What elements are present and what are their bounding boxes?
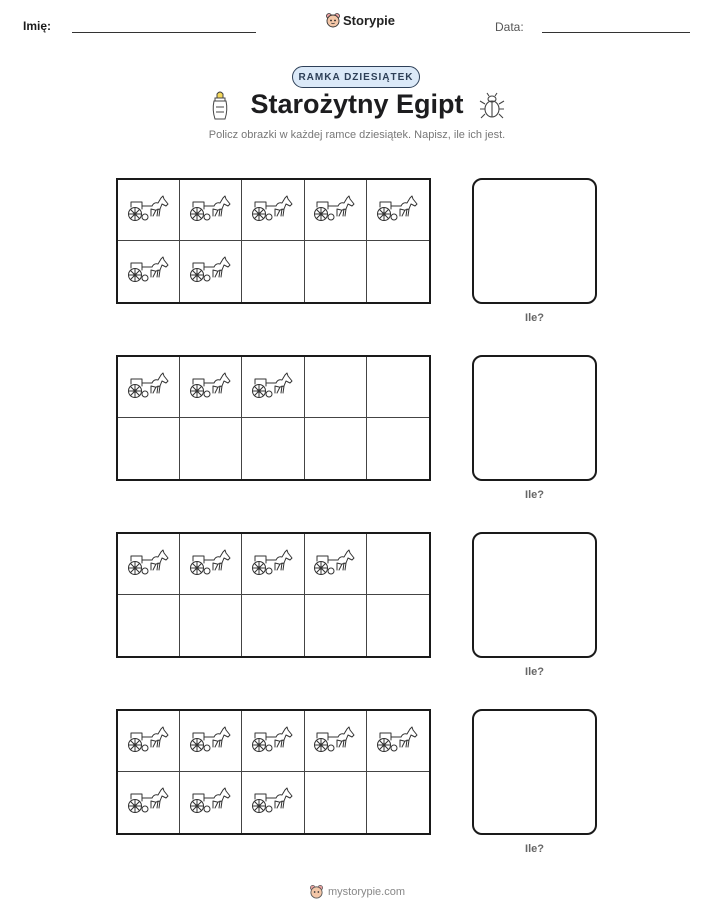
answer-prompt-2: Ile? (525, 489, 544, 501)
date-label: Data: (495, 20, 524, 34)
ten-frame-cell (367, 595, 429, 656)
date-field[interactable] (542, 32, 690, 33)
scarab-beetle-icon (478, 92, 506, 120)
ten-frame-cell (180, 418, 242, 479)
ten-frame-cell (118, 357, 180, 418)
ten-frame-cell (305, 180, 367, 241)
ten-frame-3 (116, 532, 431, 658)
ten-frame-cell (180, 772, 242, 833)
answer-box-1[interactable] (472, 178, 597, 304)
ten-frame-cell (180, 357, 242, 418)
ten-frame-cell (367, 357, 429, 418)
ten-frame-cell (305, 711, 367, 772)
ten-frame-cell (118, 595, 180, 656)
ten-frame-cell (242, 534, 304, 595)
page-title: Starożytny Egipt (250, 89, 464, 119)
ten-frame-cell (180, 241, 242, 302)
horse-carriage-icon (127, 547, 171, 582)
ten-frame-cell (242, 241, 304, 302)
ten-frame-1 (116, 178, 431, 304)
horse-carriage-icon (376, 193, 420, 228)
instructions: Policz obrazki w każdej ramce dziesiątek. Napisz, ile ich jest. (208, 129, 506, 141)
ten-frame-cell (367, 180, 429, 241)
ten-frame-cell (180, 711, 242, 772)
worksheet-type-badge: RAMKA DZIESIĄTEK (292, 66, 420, 88)
horse-carriage-icon (127, 724, 171, 759)
horse-carriage-icon (251, 547, 295, 582)
horse-carriage-icon (127, 785, 171, 820)
ten-frame-cell (367, 711, 429, 772)
horse-carriage-icon (127, 370, 171, 405)
ten-frame-cell (242, 711, 304, 772)
answer-prompt-1: Ile? (525, 312, 544, 324)
horse-carriage-icon (189, 547, 233, 582)
ten-frame-cell (118, 711, 180, 772)
ten-frame-cell (242, 418, 304, 479)
ten-frame-cell (367, 241, 429, 302)
ten-frame-cell (305, 241, 367, 302)
horse-carriage-icon (251, 785, 295, 820)
ten-frame-cell (242, 595, 304, 656)
ten-frame-2 (116, 355, 431, 481)
horse-carriage-icon (313, 193, 357, 228)
ten-frame-cell (305, 772, 367, 833)
horse-carriage-icon (251, 724, 295, 759)
horse-carriage-icon (127, 193, 171, 228)
storypie-mascot-icon (309, 884, 324, 899)
horse-carriage-icon (189, 724, 233, 759)
ten-frame-cell (305, 595, 367, 656)
ten-frame-cell (305, 357, 367, 418)
ten-frame-cell (118, 180, 180, 241)
answer-box-2[interactable] (472, 355, 597, 481)
brand-logo (325, 12, 395, 28)
horse-carriage-icon (313, 547, 357, 582)
ten-frame-cell (367, 418, 429, 479)
ten-frame-cell (118, 241, 180, 302)
ten-frame-cell (118, 772, 180, 833)
answer-box-4[interactable] (472, 709, 597, 835)
ten-frame-cell (180, 595, 242, 656)
horse-carriage-icon (251, 370, 295, 405)
name-label: Imię: (23, 19, 52, 33)
ten-frame-cell (118, 418, 180, 479)
ten-frame-cell (367, 772, 429, 833)
ten-frame-cell (305, 418, 367, 479)
footer (0, 884, 714, 899)
horse-carriage-icon (189, 785, 233, 820)
name-field[interactable] (72, 32, 256, 33)
ten-frame-cell (305, 534, 367, 595)
ten-frame-cell (242, 180, 304, 241)
horse-carriage-icon (189, 254, 233, 289)
footer-url: mystorypie.com (327, 885, 406, 898)
ten-frame-cell (367, 534, 429, 595)
horse-carriage-icon (127, 254, 171, 289)
horse-carriage-icon (189, 370, 233, 405)
ten-frame-cell (180, 534, 242, 595)
ten-frame-4 (116, 709, 431, 835)
answer-prompt-3: Ile? (525, 666, 544, 678)
ten-frame-cell (242, 772, 304, 833)
horse-carriage-icon (189, 193, 233, 228)
ten-frame-cell (118, 534, 180, 595)
storypie-mascot-icon (325, 12, 341, 28)
horse-carriage-icon (376, 724, 420, 759)
ten-frame-cell (180, 180, 242, 241)
horse-carriage-icon (251, 193, 295, 228)
ten-frame-cell (242, 357, 304, 418)
answer-prompt-4: Ile? (525, 843, 544, 855)
answer-box-3[interactable] (472, 532, 597, 658)
horse-carriage-icon (313, 724, 357, 759)
brand-name: Storypie (343, 12, 396, 28)
